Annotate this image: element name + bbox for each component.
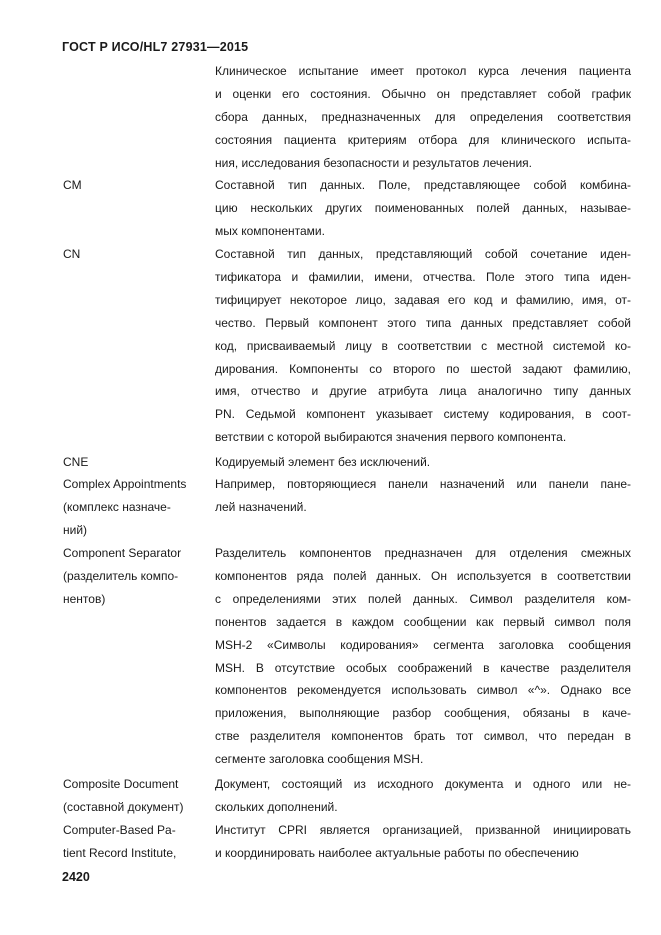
entry-definition-line: понентов задается в каждом сообщении как первый символ поля (215, 614, 631, 629)
entry-definition-line: мых компонентами. (215, 223, 325, 238)
entry-definition-line: тификатора и фамилии, имени, отчества. Поле этого типа иден- (215, 269, 631, 284)
entry-definition-line: цию нескольких других поименованных полей данных, называе- (215, 200, 631, 215)
entry-term-line: CN (63, 247, 81, 261)
entry-definition-line: Документ, состоящий из исходного документа и одного или не- (215, 777, 631, 791)
running-header: ГОСТ Р ИСО/HL7 27931—2015 (62, 40, 249, 54)
entry-term-line: CM (63, 178, 82, 192)
entry-term-line: Component Separator (63, 546, 182, 560)
entry-definition-line: Кодируемый элемент без исключений. (215, 455, 431, 469)
entry-term-line: Computer-Based Pa- (63, 823, 176, 837)
entry-term-line: (составной документ) (63, 800, 184, 814)
entry-term-line: Complex Appointments (63, 477, 187, 491)
entry-term-line: ний) (63, 523, 88, 537)
entry-definition-line: MSH-2 «Символы кодирования» сегмента заголовка сообщения (215, 637, 631, 652)
entry-definition-line: компонентов ряда полей данных. Он используется в соответствии (215, 568, 631, 583)
entry-definition-line: сбора данных, предназначенных для определения соответствия (215, 109, 631, 124)
entry-definition-line: состояния пациента критериям отбора для клинического испыта- (215, 132, 631, 147)
entry-definition-line: PN. Седьмой компонент указывает систему кодирования, в соот- (215, 407, 631, 422)
entry-definition (215, 473, 631, 519)
entry-definition (215, 60, 631, 175)
entry-definition-line: Разделитель компонентов предназначен для отделения смежных (215, 546, 631, 560)
entry-term (63, 243, 211, 266)
entry-definition-line: Составной тип данных. Поле, представляющее собой комбина- (215, 178, 631, 192)
entry-definition (215, 174, 631, 243)
entry-term-line: (разделитель компо- (63, 569, 179, 583)
entry-definition-line: и координировать наиболее актуальные работы по обеспечению (215, 845, 579, 860)
entry-definition-line: лей назначений. (215, 499, 307, 514)
entry-term (63, 819, 211, 865)
entry-definition-line: чество. Первый компонент этого типа данных представляет собой (215, 315, 631, 330)
entry-definition-line: дирования. Компоненты со второго по шестой задают фамилию, (215, 361, 631, 376)
entry-term-line: CNE (63, 455, 89, 469)
entry-term (63, 451, 211, 474)
entry-definition-line: код, присваиваемый лицу в соответствии с местной системой ко- (215, 338, 631, 353)
entry-term-line: tient Record Institute, (63, 846, 177, 860)
entry-definition-line: Составной тип данных, представляющий собой сочетание иден- (215, 247, 631, 261)
entry-definition-line: имя, отчество и другие атрибута лица аналогично типу данных (215, 384, 631, 399)
entry-term-line: Composite Document (63, 777, 179, 791)
entry-definition (215, 243, 631, 449)
entry-term (63, 542, 211, 611)
entry-definition-line: компонентов рекомендуется использовать символ «^». Однако все (215, 683, 631, 698)
entry-definition-line: ветствии с которой выбираются значения первого компонента. (215, 430, 567, 445)
entry-definition (215, 773, 631, 819)
entry-definition-line: скольких дополнений. (215, 799, 338, 814)
entry-definition-line: приложения, выполняющие разбор сообщения, обязаны в каче- (215, 706, 631, 721)
entry-term-line: (комплекс назначе- (63, 500, 171, 514)
entry-term-line: нентов) (63, 592, 106, 606)
entry-definition-line: MSH. В отсутствие особых соображений в качестве разделителя (215, 660, 631, 675)
entry-definition-line: Институт CPRI является организацией, призванной инициировать (215, 823, 631, 837)
entry-definition-line: ния, исследования безопасности и результатов лечения. (215, 155, 532, 170)
entry-definition-line: стве разделителя компонентов брать тот символ, что передан в (215, 729, 631, 744)
entry-definition-line: Например, повторяющиеся панели назначений или панели пане- (215, 477, 631, 491)
entry-definition-line: с определениями этих полей данных. Символ разделителя ком- (215, 591, 631, 606)
entry-definition (215, 542, 631, 771)
page-number: 2420 (62, 870, 90, 884)
entry-definition-line: сегменте заголовка сообщения MSH. (215, 752, 424, 767)
entry-definition (215, 819, 631, 865)
entry-definition-line: Клиническое испытание имеет протокол курса лечения пациента (215, 64, 631, 78)
entry-term (63, 174, 211, 197)
entry-definition-line: тифицирует некоторое лицо, задавая его код и фамилию, имя, от- (215, 292, 631, 307)
entry-term (63, 773, 211, 819)
entry-term (63, 473, 211, 542)
entry-definition (215, 451, 631, 474)
entry-definition-line: и оценки его состояния. Обычно он представляет собой график (215, 86, 631, 101)
